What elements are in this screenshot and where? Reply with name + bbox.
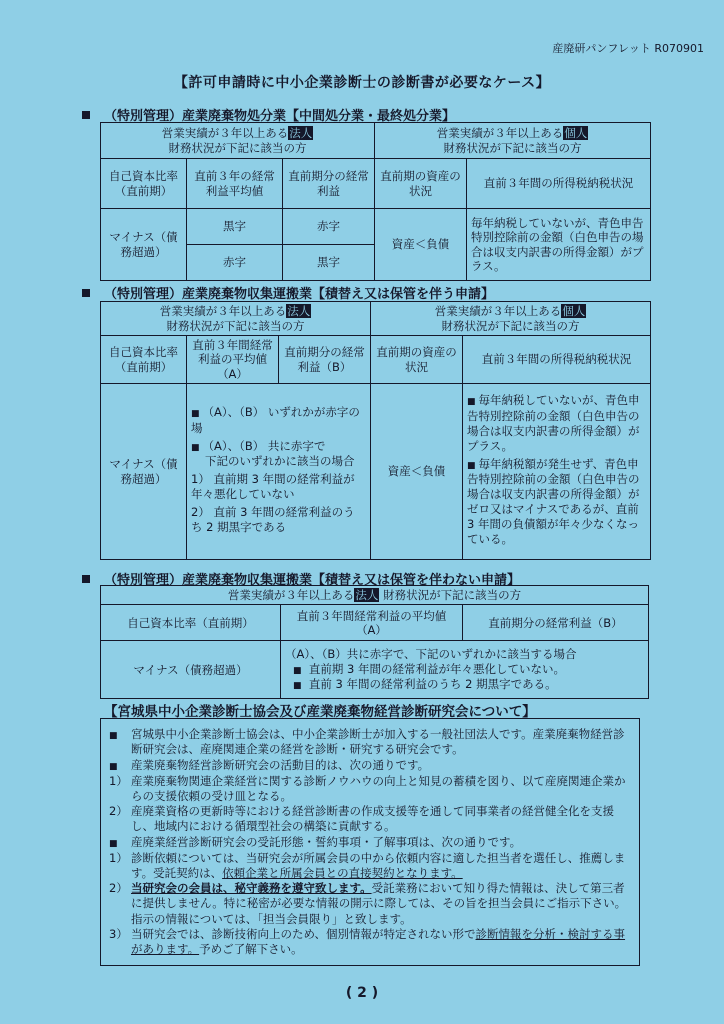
about-para: ■ 産廃業経営診断研究会の受託形態・誓約事項・了解事項は、次の通りです。 xyxy=(109,835,631,851)
conditions-cell xyxy=(187,384,371,560)
col-asset-status: 直前期の資産の状況 xyxy=(371,336,463,384)
minus-cell: マイナス（債務超過） xyxy=(101,384,187,560)
condition-item: ■ （A）、（B） いずれかが赤字の場 xyxy=(191,405,360,435)
about-para: 1） 診断依頼については、当研究会が所属会員の中から依頼内容に適した担当者を選任し、推薦します。受託契約は、依頼企業と所属会員との直接契約となります。 xyxy=(109,850,626,880)
cell-profit: 黒字 xyxy=(283,245,375,281)
col-last-profit: 直前期分の経常利益（B） xyxy=(279,336,371,384)
minus-cell: マイナス（債務超過） xyxy=(101,641,281,699)
tax-note-item: ■ 毎年納税額が発生せず、青色申告特別控除前の金額（白色申告の場合は収支内訳書の所得金額）がゼロ又はマイナスであるが、直前 3 年間の負債額が年々少なくなっている。 xyxy=(467,456,640,547)
conditions-cell xyxy=(281,641,649,699)
about-title: 【宮城県中小企業診断士協会及び産業廃棄物経営診断研究会について】 xyxy=(104,704,536,720)
col-equity-ratio: 自己資本比率（直前期） xyxy=(101,159,187,209)
col-equity-ratio: 自己資本比率（直前期） xyxy=(101,336,187,384)
tax-note-cell: 毎年納税していないが、青色申告特別控除前の金額（白色申告の場合は収支内訳書の所得金額）がプラス。 xyxy=(467,209,651,281)
col-tax-status: 直前３年間の所得税納税状況 xyxy=(467,159,651,209)
square-bullet-icon xyxy=(82,575,90,583)
square-bullet-icon xyxy=(82,289,90,297)
condition-item: 1） 直前期 3 年間の経常利益が年々悪化していない xyxy=(191,472,355,502)
about-para: ■ 宮城県中小企業診断士協会は、中小企業診断士が加入する一般社団法人です。産業廃棄物経営診断研究会は、産廃関連企業の経営を診断・研究する研究会です。 xyxy=(109,727,631,758)
section1-table xyxy=(100,122,651,281)
col-last-profit: 直前期分の経常利益（B） xyxy=(463,605,649,641)
asset-cell: 資産＜負債 xyxy=(375,209,467,281)
section2-table xyxy=(100,301,651,560)
col-3yr-avg-profit: 直前３年間経常利益の平均値（A） xyxy=(187,336,279,384)
col-tax-status: 直前３年間の所得税納税状況 xyxy=(463,336,651,384)
document-code: 産廃研パンフレット R070901 xyxy=(552,42,704,55)
about-para: 3） 当研究会では、診断技術向上のため、個別情報が特定されない形で診断情報を分析・検討する事があります。予めご了解下さい。 xyxy=(109,927,626,957)
section3-table xyxy=(100,585,649,699)
section2-heading: （特別管理）産業廃棄物収集運搬業【積替え又は保管を伴う申請】 xyxy=(82,283,494,302)
condition-item: 2） 直前 3 年間の経常利益のうち 2 期黒字である xyxy=(191,505,355,535)
col-3yr-avg-profit: 直前３年の経常利益平均値 xyxy=(187,159,283,209)
cell-loss: 赤字 xyxy=(187,245,283,281)
minus-cell: マイナス（債務超過） xyxy=(101,209,187,281)
about-para: 2） 当研究会の会員は、秘守義務を遵守致します。受託業務において知り得た情報は、決して第三者に提供しません。特に秘密が必要な情報の開示に際しては、その旨を担当会員にご指示下さい。指示の情報については、「担当会員限り」と致します。 xyxy=(109,881,627,926)
corp-header: 営業実績が３年以上ある法人 財務状況が下記に該当の方 xyxy=(101,302,371,336)
about-para: 2） 産廃業資格の更新時等における経営診断書の作成支援等を通して同事業者の経営健全化を支援し、地域内における循環型社会の構築に貢献する。 xyxy=(109,804,614,834)
page-number: ( 2 ) xyxy=(345,985,379,1001)
corp-header: 営業実績が３年以上ある法人 財務状況が下記に該当の方 xyxy=(101,123,375,159)
condition-intro: （A）、（B）共に赤字で、下記のいずれかに該当する場合 xyxy=(285,647,577,662)
about-para: 1） 産業廃棄物関連企業経営に関する診断ノウハウの向上と知見の蓄積を図り、以て産廃関連企業からの支援依頼の受け皿となる。 xyxy=(109,773,626,803)
page-title: 【許可申請時に中小企業診断士の診断書が必要なケース】 xyxy=(173,75,551,91)
about-para: ■ 産業廃棄物経営診断研究会の活動目的は、次の通りです。 xyxy=(109,758,631,774)
cell-loss: 赤字 xyxy=(283,209,375,245)
about-box xyxy=(100,718,640,966)
condition-item: ■ 直前期 3 年間の経常利益が年々悪化していない。 xyxy=(293,661,565,676)
col-equity-ratio: 自己資本比率（直前期） xyxy=(101,605,281,641)
asset-cell: 資産＜負債 xyxy=(371,384,463,560)
tax-note-item: ■ 毎年納税していないが、青色申告特別控除前の金額（白色申告の場合は収支内訳書の所得金額）がプラス。 xyxy=(467,393,640,453)
condition-item: ■ 直前 3 年間の経常利益のうち 2 期黒字である。 xyxy=(293,677,557,692)
individual-header: 営業実績が３年以上ある個人 財務状況が下記に該当の方 xyxy=(375,123,651,159)
cell-profit: 黒字 xyxy=(187,209,283,245)
tax-notes-cell xyxy=(463,384,651,560)
square-bullet-icon xyxy=(82,111,90,119)
individual-header: 営業実績が３年以上ある個人 財務状況が下記に該当の方 xyxy=(371,302,651,336)
section1-heading: （特別管理）産業廃棄物処分業【中間処分業・最終処分業】 xyxy=(82,105,455,124)
condition-item: ■ （A）、（B） 共に赤字で 下記のいずれかに該当の場合 xyxy=(191,438,355,469)
corp-header: 営業実績が３年以上ある法人 財務状況が下記に該当の方 xyxy=(101,586,649,605)
section3-heading: （特別管理）産業廃棄物収集運搬業【積替え又は保管を伴わない申請】 xyxy=(82,569,520,588)
col-asset-status: 直前期の資産の状況 xyxy=(375,159,467,209)
col-last-profit: 直前期分の経常利益 xyxy=(283,159,375,209)
col-3yr-avg-profit: 直前３年間経常利益の平均値（A） xyxy=(281,605,463,641)
